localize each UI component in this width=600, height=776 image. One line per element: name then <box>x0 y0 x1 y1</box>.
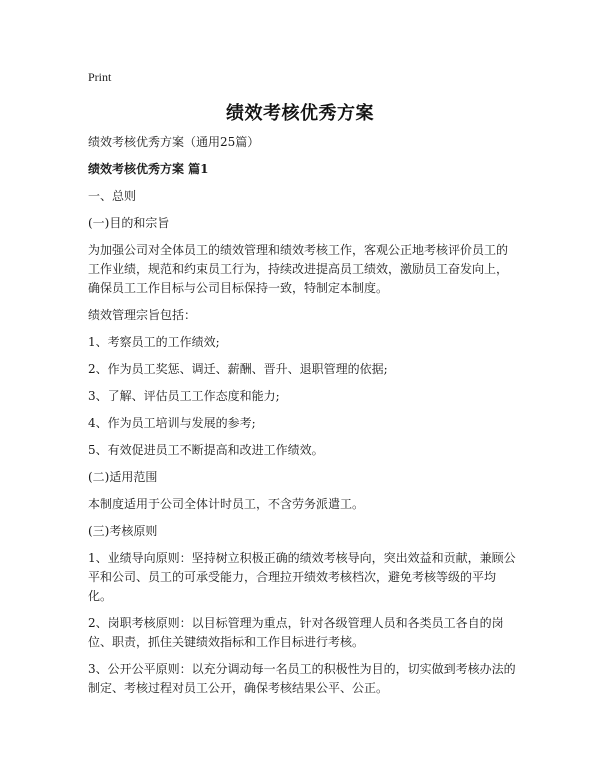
subsection-heading: (三)考核原则 <box>88 524 158 538</box>
section-heading: 绩效考核优秀方案 篇1 <box>88 162 209 176</box>
body-paragraph: 为加强公司对全体员工的绩效管理和绩效考核工作，客观公正地考核评价员工的工作业绩，规范和约束员工行为，持续改进提高员工绩效，激励员工奋发向上，确保员工工作目标与公司目标保持一致，特制定本制度。 <box>88 243 509 295</box>
chapter-heading: 一、总则 <box>88 189 137 203</box>
subtitle-paragraph: 绩效考核优秀方案（通用25篇） <box>88 135 260 149</box>
subsection-heading: (二)适用范围 <box>88 470 158 484</box>
list-item: 4、作为员工培训与发展的参考; <box>88 416 256 430</box>
list-item: 1、考察员工的工作绩效; <box>88 335 220 349</box>
print-link[interactable]: Print <box>88 70 112 84</box>
list-item: 5、有效促进员工不断提高和改进工作绩效。 <box>88 443 324 457</box>
body-paragraph: 本制度适用于公司全体计时员工，不含劳务派遣工。 <box>88 497 365 511</box>
list-item: 3、公开公平原则：以充分调动每一名员工的积极性为目的，切实做到考核办法的制定、考核过程对员工公开，确保考核结果公平、公正。 <box>88 662 516 695</box>
list-item: 1、业绩导向原则：坚持树立积极正确的绩效考核导向，突出效益和贡献，兼顾公平和公司、员工的可承受能力，合理拉开绩效考核档次，避免考核等级的平均化。 <box>88 551 516 603</box>
document-body <box>88 133 516 706</box>
body-paragraph: 绩效管理宗旨包括： <box>88 308 197 322</box>
document-title: 绩效考核优秀方案 <box>226 103 374 124</box>
list-item: 2、岗职考核原则：以目标管理为重点，针对各级管理人员和各类员工各自的岗位、职责，抓住关键绩效指标和工作目标进行考核。 <box>88 616 504 649</box>
list-item: 2、作为员工奖惩、调迁、薪酬、晋升、退职管理的依据; <box>88 362 388 376</box>
subsection-heading: (一)目的和宗旨 <box>88 216 170 230</box>
list-item: 3、了解、评估员工工作态度和能力; <box>88 389 280 403</box>
